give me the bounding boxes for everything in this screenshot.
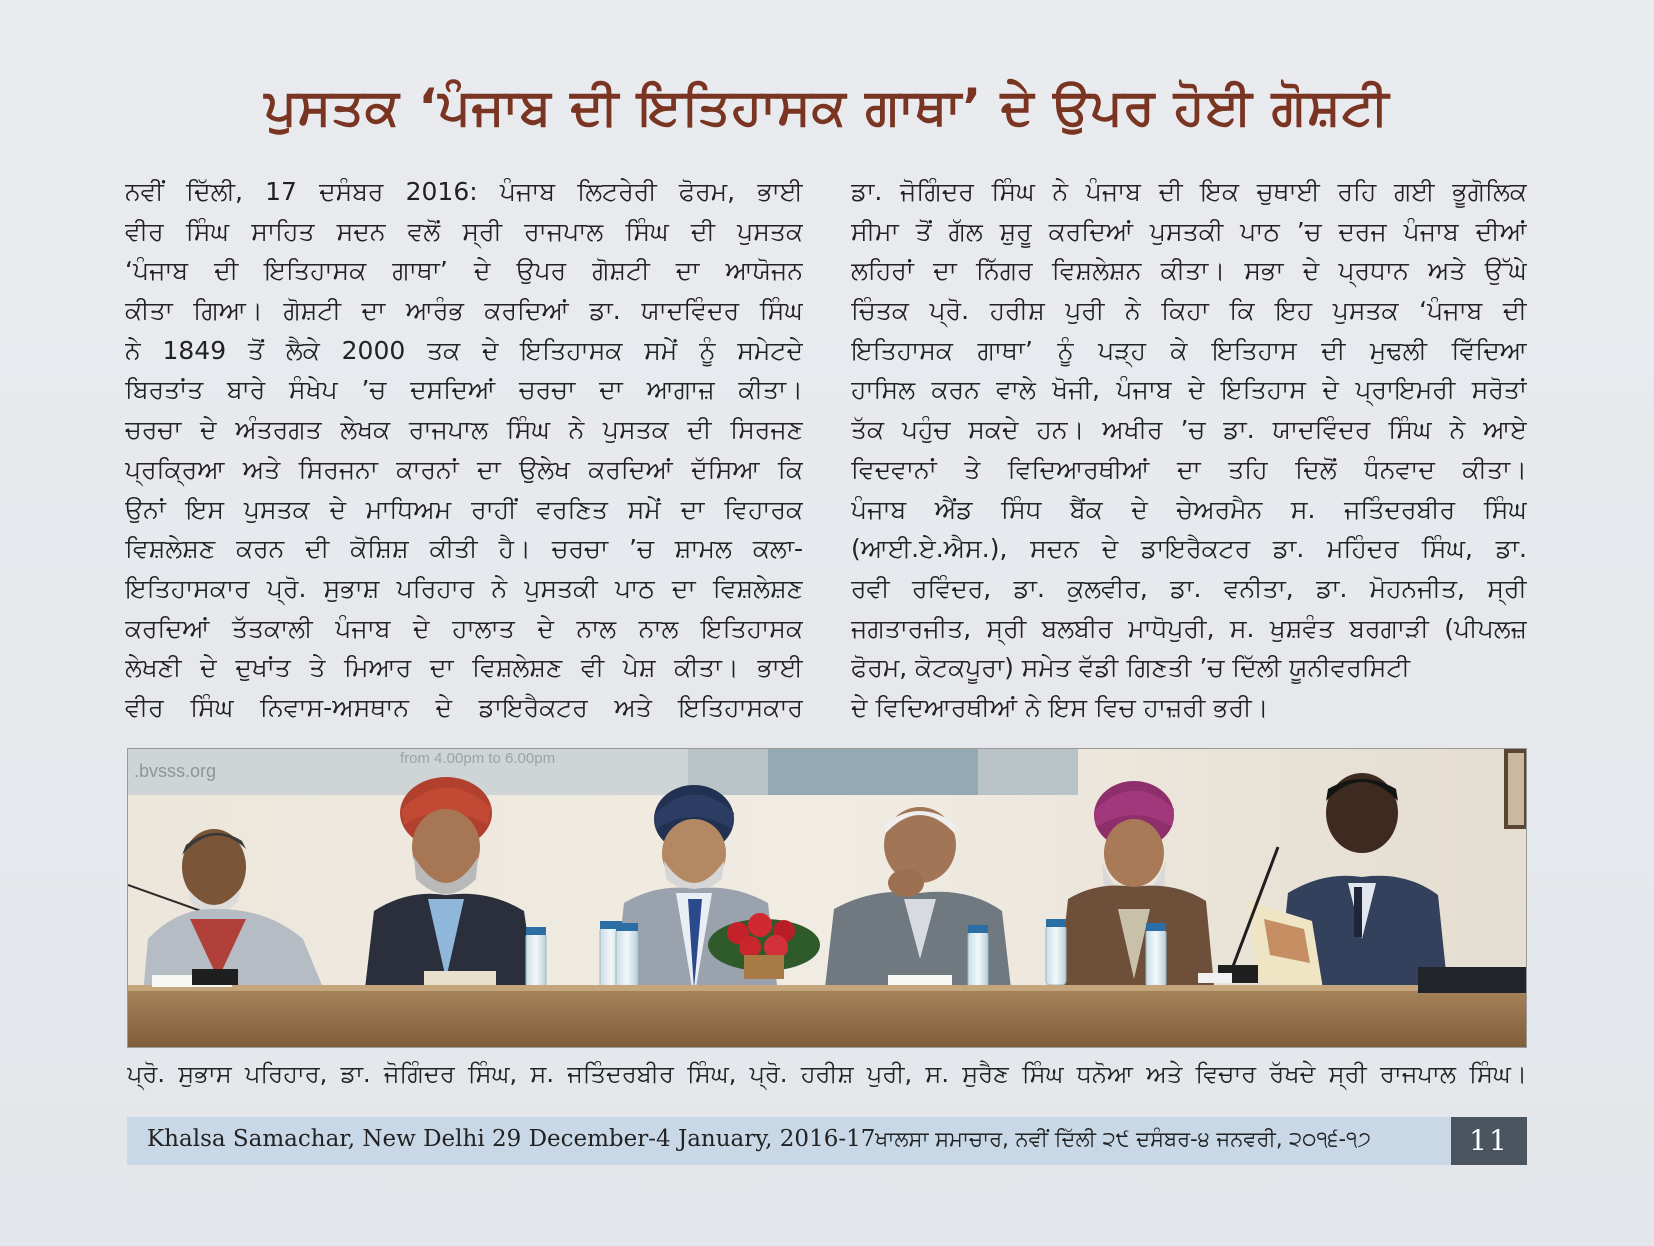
footer-punjabi-dateline: ਖਾਲਸਾ ਸਮਾਚਾਰ, ਨਵੀਂ ਦਿੱਲੀ ੨੯ ਦਸੰਬਰ-੪ ਜਨਵਰੀ, ੨੦੧੬-੧੭	[875, 1127, 1371, 1151]
article-line: ਨੇ 1849 ਤੋਂ ਲੈਕੇ 2000 ਤਕ ਦੇ ਇਤਿਹਾਸਕ ਸਮੇਂ ਨੂੰ ਸਮੇਟਦੇ	[125, 335, 803, 365]
article-line: (ਆਈ.ਏ.ਐਸ.), ਸਦਨ ਦੇ ਡਾਇਰੈਕਟਰ ਡਾ. ਮਹਿੰਦਰ ਸਿੰਘ, ਡਾ.	[851, 534, 1527, 564]
banner-website-text: .bvsss.org	[134, 761, 217, 781]
article-line: ਰਵੀ ਰਵਿੰਦਰ, ਡਾ. ਕੁਲਵੀਰ, ਡਾ. ਵਨੀਤਾ, ਡਾ. ਮੋਹਨਜੀਤ, ਸ੍ਰੀ	[851, 573, 1527, 603]
article-line: ਹਾਸਿਲ ਕਰਨ ਵਾਲੇ ਖੋਜੀ, ਪੰਜਾਬ ਦੇ ਇਤਿਹਾਸ ਦੇ ਪ੍ਰਾਇਮਰੀ ਸਰੋਤਾਂ	[851, 375, 1527, 405]
footer-english-dateline: Khalsa Samachar, New Delhi 29 December-4 January, 2016-17	[147, 1126, 876, 1152]
article-line: ਪੰਜਾਬ ਐਂਡ ਸਿੰਧ ਬੈਂਕ ਦੇ ਚੇਅਰਮੈਨ ਸ. ਜਤਿੰਦਰਬੀਰ ਸਿੰਘ	[851, 494, 1527, 524]
article-line: ਡਾ. ਜੋਗਿੰਦਰ ਸਿੰਘ ਨੇ ਪੰਜਾਬ ਦੀ ਇਕ ਚੁਥਾਈ ਰਹਿ ਗਈ ਭੂਗੋਲਿਕ	[851, 177, 1527, 206]
article-line: ਫੋਰਮ, ਕੋਟਕਪੂਰਾ) ਸਮੇਤ ਵੱਡੀ ਗਿਣਤੀ ’ਚ ਦਿੱਲੀ ਯੂਨੀਵਰਸਿਟੀ	[851, 653, 1411, 683]
page-number: 11	[1451, 1117, 1527, 1165]
article-line: ਇਤਿਹਾਸਕ ਗਾਥਾ’ ਨੂੰ ਪੜ੍ਹ ਕੇ ਇਤਿਹਾਸ ਦੀ ਮੁਢਲੀ ਵਿੱਦਿਆ	[851, 335, 1527, 365]
article-line: ਲੇਖਣੀ ਦੇ ਦੁਖਾਂਤ ਤੇ ਮਿਆਰ ਦਾ ਵਿਸ਼ਲੇਸ਼ਣ ਵੀ ਪੇਸ਼ ਕੀਤਾ। ਭਾਈ	[125, 653, 803, 683]
article-right-column	[851, 172, 1527, 732]
article-headline: ਪੁਸਤਕ ‘ਪੰਜਾਬ ਦੀ ਇਤਿਹਾਸਕ ਗਾਥਾ’ ਦੇ ਉਪਰ ਹੋਈ ਗੋਸ਼ਟੀ	[264, 78, 1390, 136]
banner-time-text: from 4.00pm to 6.00pm	[400, 750, 556, 767]
article-line: ਵਿਸ਼ਲੇਸ਼ਣ ਕਰਨ ਦੀ ਕੋਸ਼ਿਸ਼ ਕੀਤੀ ਹੈ। ਚਰਚਾ ’ਚ ਸ਼ਾਮਲ ਕਲਾ-	[125, 534, 803, 564]
article-line: ਉਨਾਂ ਇਸ ਪੁਸਤਕ ਦੇ ਮਾਧਿਅਮ ਰਾਹੀਂ ਵਰਣਿਤ ਸਮੇਂ ਦਾ ਵਿਹਾਰਕ	[125, 494, 803, 524]
article-line: ‘ਪੰਜਾਬ ਦੀ ਇਤਿਹਾਸਕ ਗਾਥਾ’ ਦੇ ਉਪਰ ਗੋਸ਼ਟੀ ਦਾ ਆਯੋਜਨ	[125, 256, 803, 286]
article-line: ਲਹਿਰਾਂ ਦਾ ਨਿੱਗਰ ਵਿਸ਼ਲੇਸ਼ਨ ਕੀਤਾ। ਸਭਾ ਦੇ ਪ੍ਰਧਾਨ ਅਤੇ ਉੱਘੇ	[851, 256, 1527, 286]
article-line: ਤੱਕ ਪਹੁੰਚ ਸਕਦੇ ਹਨ। ਅਖੀਰ ’ਚ ਡਾ. ਯਾਦਵਿੰਦਰ ਸਿੰਘ ਨੇ ਆਏ	[851, 415, 1527, 445]
article-line: ਵੀਰ ਸਿੰਘ ਨਿਵਾਸ-ਅਸਥਾਨ ਦੇ ਡਾਇਰੈਕਟਰ ਅਤੇ ਇਤਿਹਾਸਕਾਰ	[125, 692, 803, 722]
article-line: ਇਤਿਹਾਸਕਾਰ ਪ੍ਰੋ. ਸੁਭਾਸ਼ ਪਰਿਹਾਰ ਨੇ ਪੁਸਤਕੀ ਪਾਠ ਦਾ ਵਿਸ਼ਲੇਸ਼ਣ	[125, 573, 803, 603]
event-photo	[127, 748, 1527, 1048]
article-line: ਦੇ ਵਿਦਿਆਰਥੀਆਂ ਨੇ ਇਸ ਵਿਚ ਹਾਜ਼ਰੀ ਭਰੀ।	[851, 692, 1269, 722]
article-line: ਵਿਦਵਾਨਾਂ ਤੇ ਵਿਦਿਆਰਥੀਆਂ ਦਾ ਤਹਿ ਦਿਲੋਂ ਧੰਨਵਾਦ ਕੀਤਾ।	[851, 454, 1527, 484]
event-photo-illustration	[128, 749, 1527, 1048]
article-line: ਚਿੰਤਕ ਪ੍ਰੋ. ਹਰੀਸ਼ ਪੁਰੀ ਨੇ ਕਿਹਾ ਕਿ ਇਹ ਪੁਸਤਕ ‘ਪੰਜਾਬ ਦੀ	[851, 296, 1527, 326]
article-line: ਬਿਰਤਾਂਤ ਬਾਰੇ ਸੰਖੇਪ ’ਚ ਦਸਦਿਆਂ ਚਰਚਾ ਦਾ ਆਗਾਜ਼ ਕੀਤਾ।	[125, 375, 803, 405]
article-line: ਕੀਤਾ ਗਿਆ। ਗੋਸ਼ਟੀ ਦਾ ਆਰੰਭ ਕਰਦਿਆਂ ਡਾ. ਯਾਦਵਿੰਦਰ ਸਿੰਘ	[125, 296, 803, 326]
page-footer	[127, 1117, 1527, 1165]
article-line: ਜਗਤਾਰਜੀਤ, ਸ੍ਰੀ ਬਲਬੀਰ ਮਾਧੋਪੁਰੀ, ਸ. ਖੁਸ਼ਵੰਤ ਬਰਗਾੜੀ (ਪੀਪਲਜ਼	[851, 613, 1527, 643]
article-line: ਕਰਦਿਆਂ ਤੱਤਕਾਲੀ ਪੰਜਾਬ ਦੇ ਹਾਲਾਤ ਦੇ ਨਾਲ ਨਾਲ ਇਤਿਹਾਸਕ	[125, 613, 803, 643]
photo-caption: ਪ੍ਰੋ. ਸੁਭਾਸ ਪਰਿਹਾਰ, ਡਾ. ਜੋਗਿੰਦਰ ਸਿੰਘ, ਸ. ਜਤਿੰਦਰਬੀਰ ਸਿੰਘ, ਪ੍ਰੋ. ਹਰੀਸ਼ ਪੁਰੀ, ਸ. ਸੁਰੈਣ ਸਿੰਘ ਧਨੋਆ ਅਤੇ ਵਿਚਾਰ ਰੱਖਦੇ ਸ੍ਰੀ ਰਾਜਪਾਲ ਸਿੰਘ।	[127, 1060, 1527, 1088]
article-line: ਵੀਰ ਸਿੰਘ ਸਾਹਿਤ ਸਦਨ ਵਲੋਂ ਸ੍ਰੀ ਰਾਜਪਾਲ ਸਿੰਘ ਦੀ ਪੁਸਤਕ	[125, 216, 803, 246]
article-line: ਨਵੀਂ ਦਿੱਲੀ, 17 ਦਸੰਬਰ 2016: ਪੰਜਾਬ ਲਿਟਰੇਰੀ ਫੋਰਮ, ਭਾਈ	[125, 177, 803, 206]
article-line: ਸੀਮਾ ਤੋਂ ਗੱਲ ਸ਼ੁਰੂ ਕਰਦਿਆਂ ਪੁਸਤਕੀ ਪਾਠ ’ਚ ਦਰਜ ਪੰਜਾਬ ਦੀਆਂ	[851, 216, 1527, 246]
article-line: ਪ੍ਰਕ੍ਰਿਆ ਅਤੇ ਸਿਰਜਨਾ ਕਾਰਨਾਂ ਦਾ ਉਲੇਖ ਕਰਦਿਆਂ ਦੱਸਿਆ ਕਿ	[125, 454, 803, 484]
article-line: ਚਰਚਾ ਦੇ ਅੰਤਰਗਤ ਲੇਖਕ ਰਾਜਪਾਲ ਸਿੰਘ ਨੇ ਪੁਸਤਕ ਦੀ ਸਿਰਜਣ	[125, 415, 803, 445]
article-left-column	[125, 172, 803, 732]
